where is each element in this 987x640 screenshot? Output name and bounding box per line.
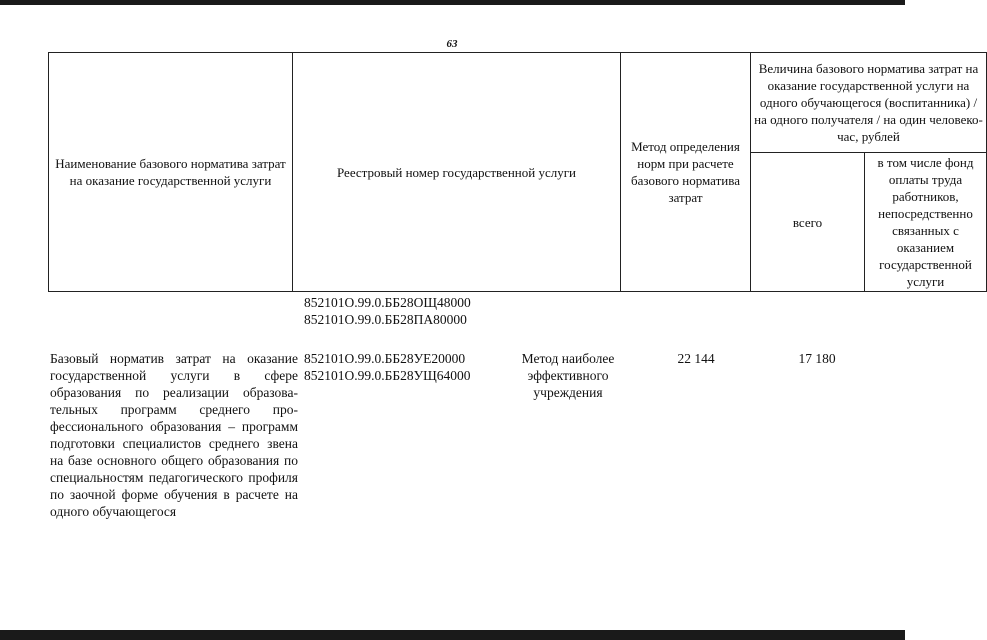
header-col-name: Наименование базового норматива затрат на оказание государственной услуги (49, 53, 293, 292)
bottom-border-rule (0, 630, 905, 640)
service-name-text: Базовый норматив затрат на оказание государственной услуги в сфере образования по реализации образовательных программ среднего профессионального образования – программ подготовки специалистов среднего звена на базе основного общего образования по специальностям педагогического профиля по заочной форме обучения в расчете на одного обучающегося (50, 351, 298, 519)
header-col-wage: в том числе фонд оплаты труда работников, непосредственно связанных с оказанием государственной услуги (865, 153, 987, 292)
row-registry-codes (304, 350, 471, 384)
header-table (48, 52, 987, 292)
total-value: 22 144 (677, 351, 715, 366)
header-col-total: всего (751, 153, 865, 292)
registry-code: 852101О.99.0.ББ28УЩ64000 (304, 368, 471, 383)
wage-fund-value: 17 180 (798, 351, 836, 366)
header-col-value: Величина базового норматива затрат на оказание государственной услуги на одного обучающегося (воспитанника) / на одного получателя / на один человеко-час, рублей (751, 53, 987, 153)
continued-registry-codes (304, 294, 471, 328)
method-text: Метод наиболее эффективного учреждения (521, 351, 615, 400)
page-number: 63 (446, 38, 458, 50)
top-border-rule (0, 0, 905, 5)
registry-code: 852101О.99.0.ББ28ОЩ48000 (304, 295, 471, 310)
registry-code: 852101О.99.0.ББ28ПА80000 (304, 312, 467, 327)
header-col-registry: Реестровый номер государственной услуги (293, 53, 621, 292)
header-col-method: Метод определения норм при расчете базового норматива затрат (621, 53, 751, 292)
registry-code: 852101О.99.0.ББ28УЕ20000 (304, 351, 466, 366)
